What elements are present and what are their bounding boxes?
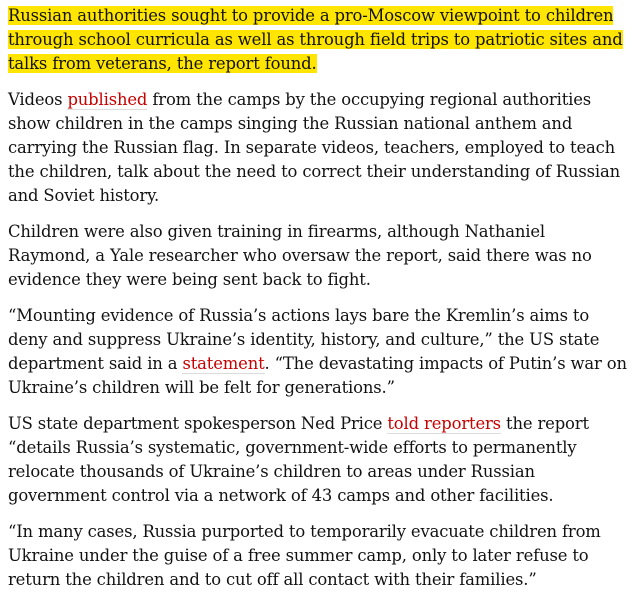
highlighted-text: Russian authorities sought to provide a pro-Moscow viewpoint to children through school curricula as well as through field trips to patriotic sites and talks from veterans, the report found. [8,6,623,73]
paragraph-text: . “The devastating impacts of Putin’s war on Ukraine’s children will be felt for generations.” [8,354,627,397]
paragraph-text: Children were also given training in firearms, although Nathaniel Raymond, a Yale researcher who oversaw the report, said there was no evidence they were being sent back to fight. [8,222,592,289]
told-reporters-link[interactable]: told reporters [387,414,501,433]
highlighted-paragraph [8,4,632,76]
statement-link[interactable]: statement [182,354,265,373]
paragraph-text: US state department spokesperson Ned Price [8,414,388,433]
paragraph-videos [8,88,632,208]
paragraph-firearms [8,220,632,292]
paragraph-text: the report “details Russia’s systematic, government-wide efforts to permanently relocate thousands of Ukraine’s children to areas under Russian government control via a network of 43 camps and other facilities. [8,414,589,505]
paragraph-text: from the camps by the occupying regional authorities show children in the camps singing the Russian national anthem and carrying the Russian flag. In separate videos, teachers, employed to teach the children, talk about the need to correct their understanding of Russian and Soviet history. [8,90,621,205]
paragraph-summer-camp [8,520,632,592]
paragraph-text: Videos [8,90,68,109]
article-body [8,4,632,604]
paragraph-ned-price [8,412,632,508]
paragraph-text: “Mounting evidence of Russia’s actions lays bare the Kremlin’s aims to deny and suppress Ukraine’s identity, history, and culture,” the US state department said in a [8,306,600,373]
paragraph-text: “In many cases, Russia purported to temporarily evacuate children from Ukraine under the guise of a free summer camp, only to later refuse to return the children and to cut off all contact with their families.” [8,522,601,589]
paragraph-state-department [8,304,632,400]
published-link[interactable]: published [67,90,148,109]
